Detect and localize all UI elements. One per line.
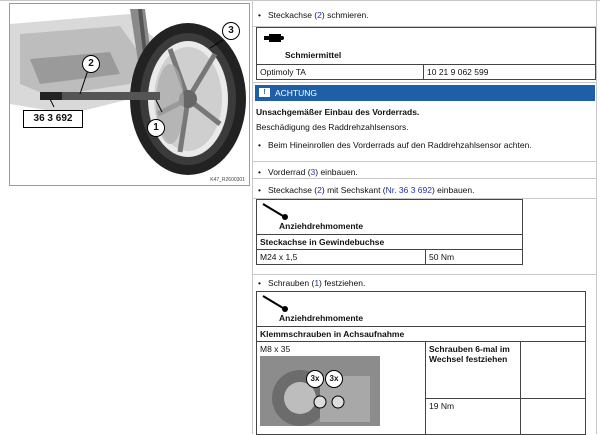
figure-code: K47_R2600301 [210, 177, 245, 183]
torque-subheading-1: Steckachse in Gewindebuchse [257, 235, 523, 250]
section-divider-3 [252, 161, 596, 162]
ref-link-2b[interactable]: 2 [317, 185, 322, 195]
lubricant-number: 10 21 9 062 599 [424, 65, 596, 80]
warning-bar [255, 85, 595, 101]
part-number-label: 36 3 692 [23, 110, 83, 128]
section-divider-4 [252, 178, 596, 179]
lubricant-name: Optimoly TA [257, 65, 424, 80]
ref-link-3[interactable]: 3 [310, 167, 316, 177]
warning-consequence: Beschädigung des Raddrehzahlsensors. [256, 122, 409, 132]
front-wheel-illustration [10, 4, 249, 185]
step-lubricate-axle: • Steckachse (2) schmieren. [258, 10, 369, 20]
section-divider-6 [252, 274, 596, 275]
badge-3x-right: 3x [325, 370, 343, 388]
section-divider-2 [252, 82, 596, 83]
torque-note-2: Schrauben 6-mal im Wechsel festziehen [426, 342, 521, 399]
warning-label: ACHTUNG [275, 88, 318, 98]
step-install-axle: • Steckachse (2) mit Sechskant (Nr. 36 3 692) einbauen. [258, 185, 475, 195]
lubricant-table [256, 27, 596, 80]
torque-table-clamp [256, 291, 586, 435]
torque-wrench-icon-2 [261, 294, 291, 312]
ref-link-2[interactable]: 2 [317, 10, 322, 20]
step-install-wheel: • Vorderrad (3) einbauen. [258, 167, 358, 177]
callout-1: 1 [147, 119, 165, 137]
warning-action: • Beim Hineinrollen des Vorderrads auf den Raddrehzahlsensor achten. [258, 140, 532, 150]
torque-wrench-icon [261, 202, 291, 220]
torque-size-1: M24 x 1,5 [257, 250, 426, 265]
torque-empty-cell [521, 342, 586, 399]
torque-heading-1: Anziehdrehmomente [279, 221, 364, 231]
callout-3: 3 [222, 22, 240, 40]
torque-table-axle [256, 199, 523, 265]
column-divider-right [596, 0, 597, 434]
torque-value-1: 50 Nm [426, 250, 523, 265]
lubricant-heading: Schmiermittel [285, 50, 342, 60]
warning-title: Unsachgemäßer Einbau des Vorderrads. [256, 107, 420, 117]
ref-link-tool[interactable]: Nr. 36 3 692 [385, 185, 432, 195]
ref-link-1[interactable]: 1 [314, 278, 320, 288]
grease-tube-icon [263, 31, 285, 45]
torque-size-2: M8 x 35 [260, 344, 291, 354]
clamp-screws-illustration [260, 356, 380, 426]
torque-size-cell-2 [257, 342, 426, 435]
torque-subheading-2: Klemmschrauben in Achsaufnahme [257, 327, 586, 342]
column-divider-top [0, 0, 600, 1]
badge-3x-left: 3x [306, 370, 324, 388]
step-tighten-screws: • Schrauben (1) festziehen. [258, 278, 366, 288]
callout-2: 2 [82, 55, 100, 73]
torque-heading-2: Anziehdrehmomente [279, 313, 364, 323]
column-divider-left [252, 0, 253, 434]
warning-icon: ! [259, 88, 270, 97]
torque-value-2: 19 Nm [426, 399, 521, 435]
front-wheel-figure [9, 3, 250, 186]
torque-empty-cell-2 [521, 399, 586, 435]
